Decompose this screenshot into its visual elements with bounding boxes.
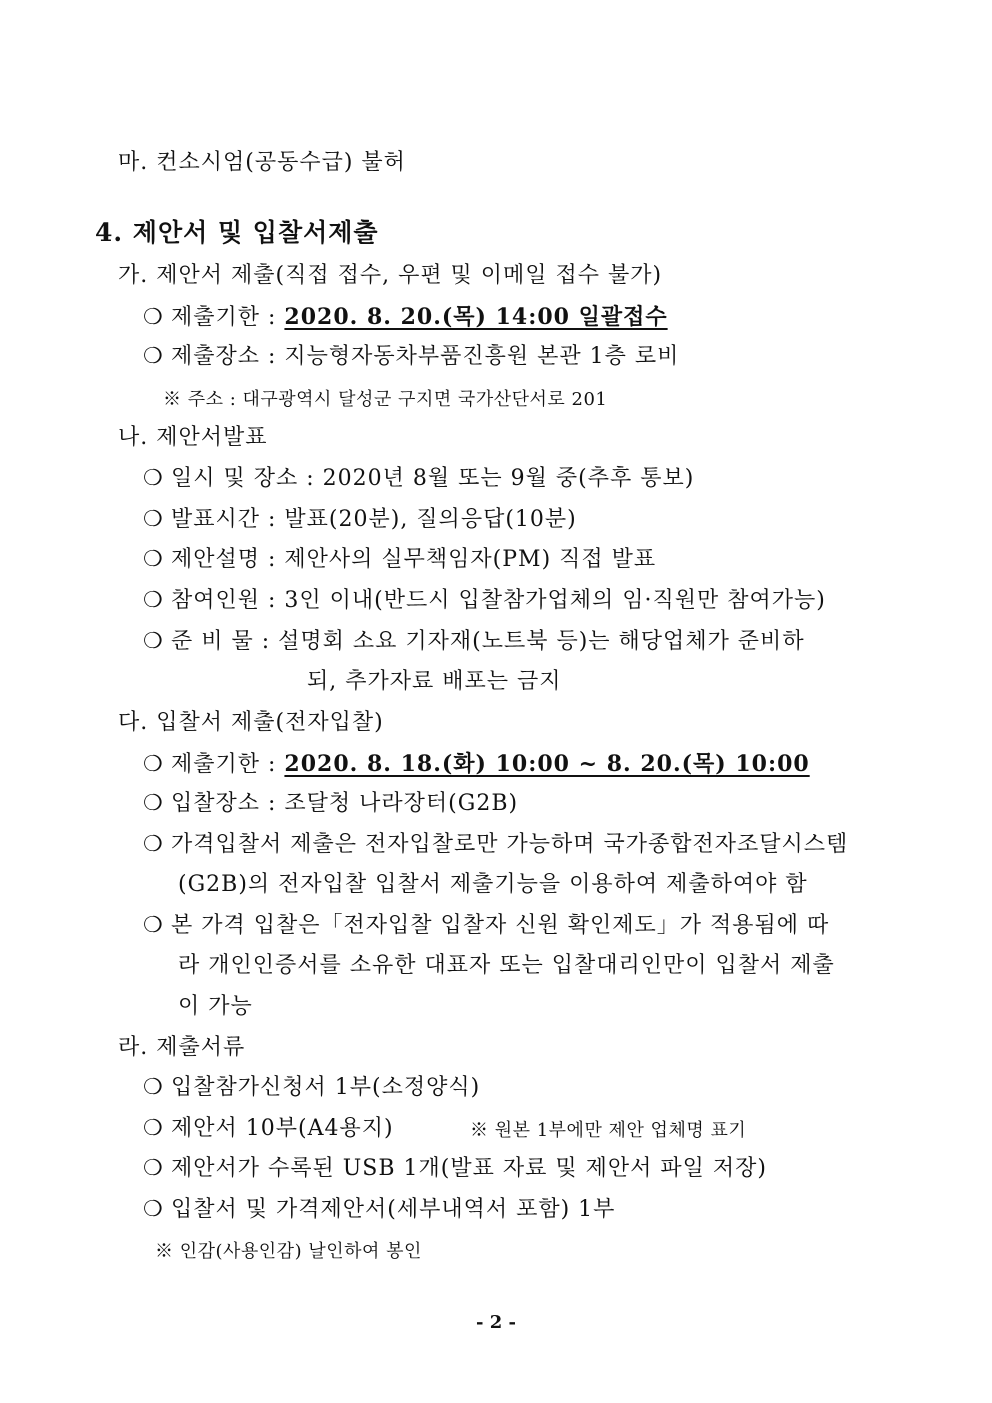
ra-doc2-note: ※ 원본 1부에만 제안 업체명 표기	[470, 1120, 747, 1141]
section-da-title: 다. 입찰서 제출(전자입찰)	[118, 710, 384, 735]
na-prep-line2: 되, 추가자료 배포는 금지	[307, 669, 562, 694]
da-cert-line2: 라 개인인증서를 소유한 대표자 또는 입찰대리인만이 입찰서 제출	[178, 953, 835, 978]
section-4-heading: 4. 제안서 및 입찰서제출	[95, 218, 379, 247]
bullet-icon: ❍	[143, 629, 164, 654]
da-g2b-item	[143, 831, 848, 859]
ra-doc3-text: 제안서가 수록된 USB 1개(발표 자료 및 제안서 파일 저장)	[171, 1156, 767, 1181]
ga-place-text: 제출장소 : 지능형자동차부품진흥원 본관 1층 로비	[171, 344, 680, 369]
bullet-icon: ❍	[143, 913, 164, 938]
da-cert-item	[143, 912, 829, 940]
ra-doc4-item	[143, 1196, 615, 1224]
na-attendees-item	[143, 587, 826, 615]
ra-doc1-item	[143, 1074, 480, 1102]
ra-doc1-text: 입찰참가신청서 1부(소정양식)	[171, 1075, 481, 1100]
section-ma: 마. 컨소시엄(공동수급) 불허	[118, 150, 406, 175]
bullet-icon: ❍	[143, 1156, 164, 1181]
na-datetime-item	[143, 465, 694, 493]
section-na-title: 나. 제안서발표	[118, 425, 268, 450]
da-g2b-line2: (G2B)의 전자입찰 입찰서 제출기능을 이용하여 제출하여야 함	[178, 872, 808, 897]
ra-doc2-text: 제안서 10부(A4용지)	[171, 1116, 394, 1141]
da-deadline-item	[143, 750, 810, 779]
bullet-icon: ❍	[143, 305, 164, 330]
ra-doc2-item	[143, 1115, 394, 1143]
page-number: - 2 -	[476, 1312, 516, 1333]
bullet-icon: ❍	[143, 344, 164, 369]
bullet-icon: ❍	[143, 752, 164, 777]
da-g2b-line1: 가격입찰서 제출은 전자입찰로만 가능하며 국가종합전자조달시스템	[171, 832, 849, 857]
na-prep-item	[143, 628, 805, 656]
bullet-icon: ❍	[143, 832, 164, 857]
bullet-icon: ❍	[143, 1116, 164, 1141]
ga-deadline-value: 2020. 8. 20.(목) 14:00 일괄접수	[284, 304, 668, 330]
da-deadline-value: 2020. 8. 18.(화) 10:00 ~ 8. 20.(목) 10:00	[284, 751, 810, 777]
na-duration-text: 발표시간 : 발표(20분), 질의응답(10분)	[171, 507, 577, 532]
na-attendees-text: 참여인원 : 3인 이내(반드시 입찰참가업체의 임·직원만 참여가능)	[171, 588, 826, 613]
da-deadline-label: 제출기한 :	[171, 752, 285, 777]
na-prep-line1: 준 비 물 : 설명회 소요 기자재(노트북 등)는 해당업체가 준비하	[171, 629, 805, 654]
bullet-icon: ❍	[143, 588, 164, 613]
ga-address-note: ※ 주소 : 대구광역시 달성군 구지면 국가산단서로 201	[163, 389, 608, 410]
bullet-icon: ❍	[143, 1197, 164, 1222]
ra-seal-note: ※ 인감(사용인감) 날인하여 봉인	[155, 1241, 422, 1262]
na-presenter-text: 제안설명 : 제안사의 실무책임자(PM) 직접 발표	[171, 547, 657, 572]
da-cert-line3: 이 가능	[178, 994, 253, 1019]
bullet-icon: ❍	[143, 791, 164, 816]
section-ga-title: 가. 제안서 제출(직접 접수, 우편 및 이메일 접수 불가)	[118, 263, 663, 288]
ra-doc4-text: 입찰서 및 가격제안서(세부내역서 포함) 1부	[171, 1197, 616, 1222]
da-cert-line1: 본 가격 입찰은「전자입찰 입찰자 신원 확인제도」가 적용됨에 따	[171, 913, 830, 938]
bullet-icon: ❍	[143, 466, 164, 491]
ga-place-item	[143, 343, 679, 371]
na-presenter-item	[143, 546, 656, 574]
da-place-item	[143, 790, 518, 818]
section-ra-title: 라. 제출서류	[118, 1035, 246, 1060]
ga-deadline-label: 제출기한 :	[171, 305, 285, 330]
da-place-text: 입찰장소 : 조달청 나라장터(G2B)	[171, 791, 519, 816]
na-datetime-text: 일시 및 장소 : 2020년 8월 또는 9월 중(추후 통보)	[171, 466, 695, 491]
bullet-icon: ❍	[143, 1075, 164, 1100]
bullet-icon: ❍	[143, 547, 164, 572]
na-duration-item	[143, 506, 577, 534]
ra-doc3-item	[143, 1155, 767, 1183]
ga-deadline-item	[143, 303, 668, 332]
bullet-icon: ❍	[143, 507, 164, 532]
